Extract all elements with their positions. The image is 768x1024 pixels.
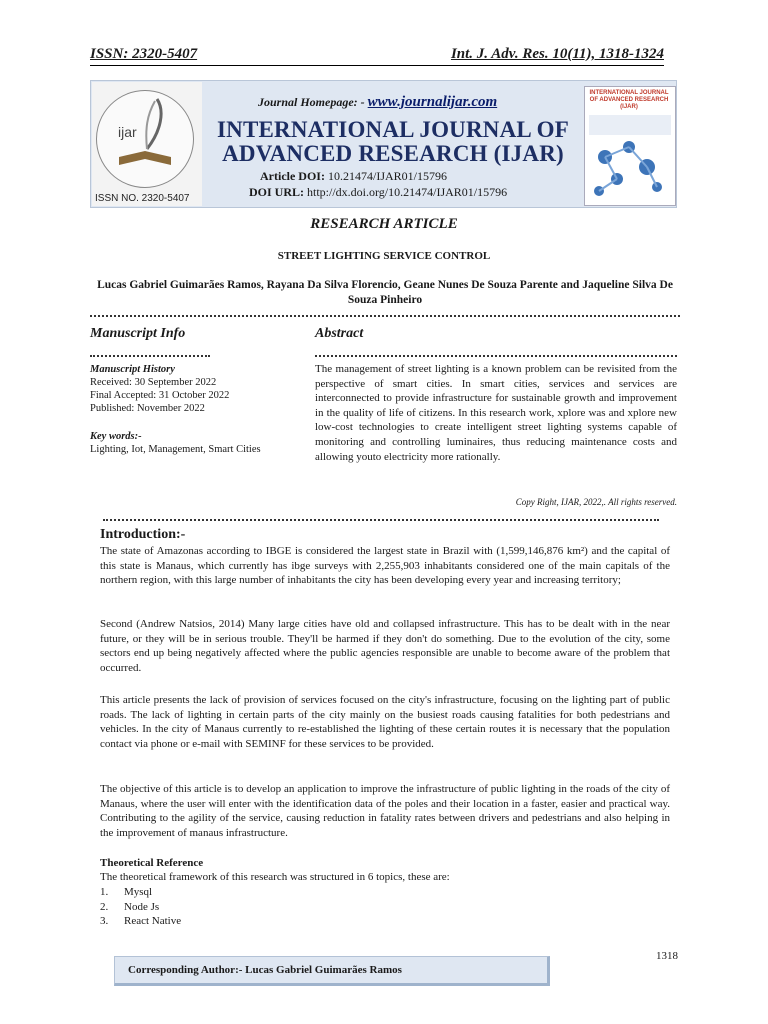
header-rule <box>90 65 664 66</box>
issn: ISSN: 2320-5407 <box>90 46 198 62</box>
doi-url-label: DOI URL: <box>249 185 305 199</box>
copyright: Copy Right, IJAR, 2022,. All rights reserved. <box>515 497 677 507</box>
homepage-link[interactable]: www.journalijar.com <box>367 94 498 110</box>
theoretical-heading: Theoretical Reference <box>100 857 204 869</box>
manuscript-history <box>90 363 229 415</box>
accepted-date: Final Accepted: 31 October 2022 <box>90 390 230 401</box>
journal-logo <box>96 90 194 188</box>
received-date: Received: 30 September 2022 <box>90 377 217 388</box>
list-item: 3. React Native <box>100 915 182 927</box>
citation: Int. J. Adv. Res. 10(11), 1318-1324 <box>450 46 664 62</box>
manuscript-info-heading: Manuscript Info <box>90 326 186 341</box>
dotted-divider <box>90 315 680 317</box>
article-doi-label: Article DOI: <box>260 169 325 183</box>
journal-title: INTERNATIONAL JOURNAL OF ADVANCED RESEARCH (IJAR) <box>217 117 569 166</box>
list-item: 2. Node Js <box>100 900 160 913</box>
list-item: 1. Mysql <box>100 886 153 898</box>
keywords <box>90 430 261 456</box>
authors: Lucas Gabriel Guimarães Ramos, Rayana Da Silva Florencio, Geane Nunes De Souza Parente and Jaqueline Silva De Souza Pinheiro <box>97 279 673 306</box>
logo-text: ijar <box>118 124 137 140</box>
cover-title: INTERNATIONAL JOURNAL OF ADVANCED RESEARCH (IJAR) <box>589 90 669 110</box>
intro-paragraph-3: This article presents the lack of provision of services focused on the city's infrastructure, focusing on the lighting part of public roads. The lack of lighting in certain parts of the city mainly on the busiest roads causing fatalities for both pedestrians and vehicles. In the city of Manaus currently to re-established the lighting of these certain routes it is necessary that the population contact via phone or e-mail with SEMINF for these services to be provided. <box>100 694 670 750</box>
corresponding-author: Corresponding Author:- Lucas Gabriel Guimarães Ramos <box>128 964 402 976</box>
article-doi-value: 10.21474/IJAR01/15796 <box>327 169 447 183</box>
dotted-divider <box>90 355 210 357</box>
doi-url <box>249 185 507 200</box>
history-heading: Manuscript History <box>90 364 175 375</box>
article-title: STREET LIGHTING SERVICE CONTROL <box>277 250 491 262</box>
quill-book-icon <box>97 91 193 187</box>
page-number: 1318 <box>656 950 678 962</box>
theoretical-intro: The theoretical framework of this research was structured in 6 topics, these are: <box>100 871 450 883</box>
article-doi <box>260 169 447 184</box>
doi-url-link[interactable]: http://dx.doi.org/10.21474/IJAR01/15796 <box>307 185 508 199</box>
keywords-heading: Key words:- <box>90 431 142 442</box>
intro-paragraph-1: The state of Amazonas according to IBGE is considered the largest state in Brazil with (1,599,146,876 km²) and the capital of this state is Manaus, which currently has ibge surveys with 2,255,903 inhabitants considered one of the main capitals of the northern region, with this large number of inhabitants the city has been developing every year and increasing territory; <box>100 545 670 586</box>
keywords-list: Lighting, Iot, Management, Smart Cities <box>90 444 261 455</box>
intro-paragraph-4: The objective of this article is to develop an application to improve the infrastructure of public lighting in the roads of the city of Manaus, where the user will enter with the identification data of the poles and their location in a faster, easier and practical way. Contributing to the agility of the service, causing reduction in fatality rates between drivers and pedestrians and also helping in the improvement of manaus infrastructure. <box>100 783 670 839</box>
abstract-text: The management of street lighting is a known problem can be revisited from the perspective of smart cities. In smart cities, services and services are interconnected to provide infrastructure for sustainable growth and improvement in the quality of life of citizens. In this research work, xplore was and xplore new low-cost technologies to create intelligent street lighting systems capable of monitoring and controlling luminaires, thus reducing maintenance costs and allowing youto electricity more rationally. <box>315 363 677 463</box>
journal-homepage <box>258 94 497 111</box>
dotted-divider <box>315 355 677 357</box>
abstract-heading: Abstract <box>315 326 364 341</box>
homepage-label: Journal Homepage: - <box>258 95 365 109</box>
intro-paragraph-2: Second (Andrew Natsios, 2014) Many large cities have old and collapsed infrastructure. This has to be dealt with in the near future, or they will be in serious trouble. They'll be harmed if they don't do something. Due to the evolution of the city, some sectors end up being negatively affected where the public agencies responsible are unable to become aware of the problem that occurred. <box>100 618 670 674</box>
introduction-heading: Introduction:- <box>100 527 186 542</box>
logo-issn: ISSN NO. 2320-5407 <box>95 193 190 204</box>
dotted-divider <box>103 519 659 521</box>
topic-list <box>100 885 181 929</box>
article-type: RESEARCH ARTICLE <box>310 216 458 232</box>
published-date: Published: November 2022 <box>90 403 205 414</box>
